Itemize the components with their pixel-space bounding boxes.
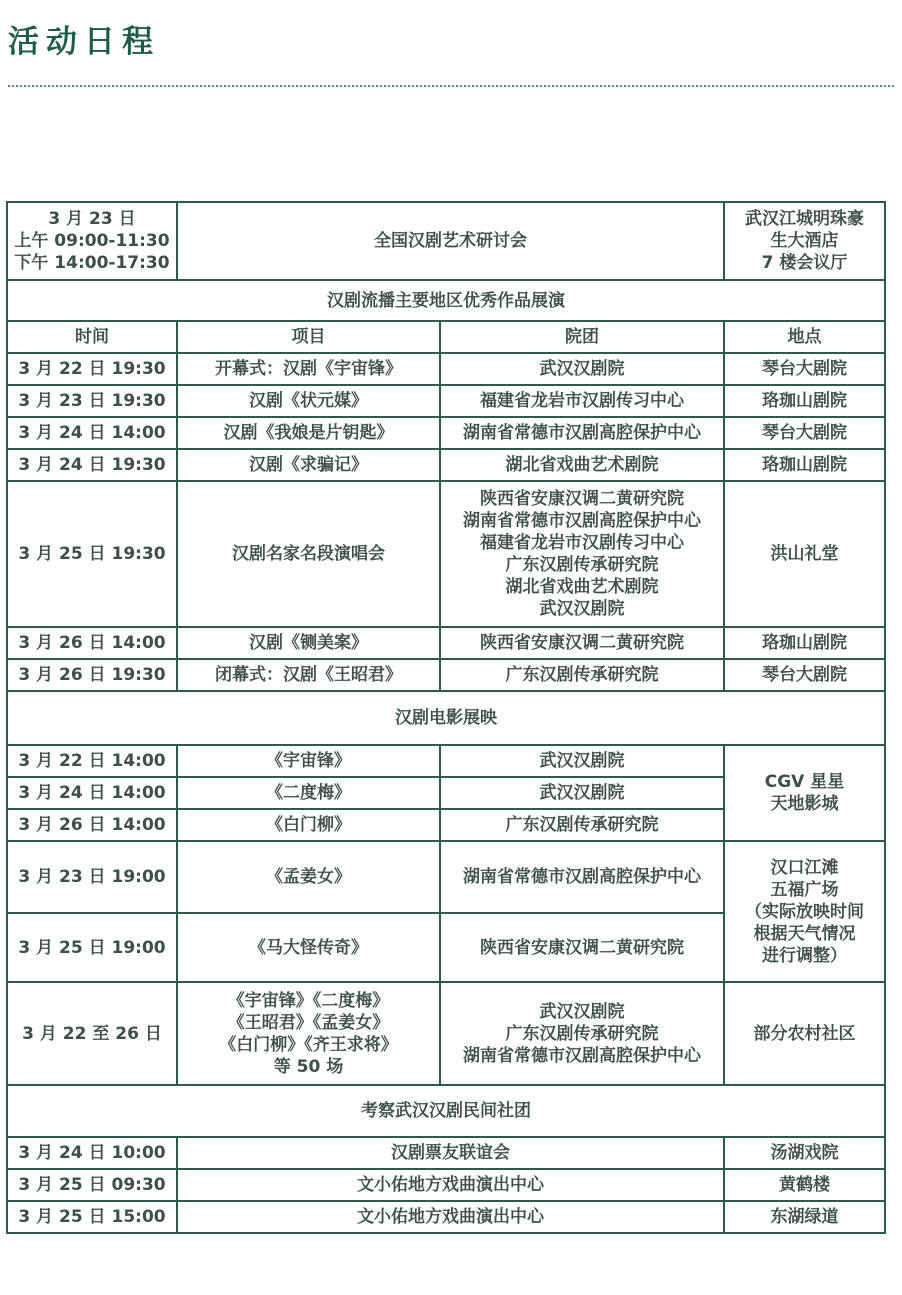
row-troupe: 湖南省常德市汉剧高腔保护中心 xyxy=(440,417,724,449)
row-venue: 东湖绿道 xyxy=(724,1201,885,1233)
row-time: 3 月 24 日 19:30 xyxy=(7,449,177,481)
row-item: 汉剧《求骗记》 xyxy=(177,449,440,481)
row-troupe: 湖南省常德市汉剧高腔保护中心 xyxy=(440,841,724,913)
table-row xyxy=(7,417,885,449)
header-time: 时间 xyxy=(7,321,177,353)
row-venue: 黄鹤楼 xyxy=(724,1169,885,1201)
table-row xyxy=(7,385,885,417)
row-time: 3 月 26 日 14:00 xyxy=(7,809,177,841)
row-item: 文小佑地方戏曲演出中心 xyxy=(177,1201,724,1233)
row-venue: 珞珈山剧院 xyxy=(724,385,885,417)
row-item: 汉剧《我娘是片钥匙》 xyxy=(177,417,440,449)
section-title-performances: 汉剧流播主要地区优秀作品展演 xyxy=(7,280,885,321)
row-troupe: 广东汉剧传承研究院 xyxy=(440,659,724,691)
table-row xyxy=(7,1137,885,1169)
row-venue: 珞珈山剧院 xyxy=(724,627,885,659)
section-title-films: 汉剧电影展映 xyxy=(7,691,885,745)
venue-rural: 部分农村社区 xyxy=(724,982,885,1085)
row-item: 《白门柳》 xyxy=(177,809,440,841)
venue-cgv: CGV 星星 天地影城 xyxy=(724,745,885,841)
row-item: 开幕式：汉剧《宇宙锋》 xyxy=(177,353,440,385)
table-header-row xyxy=(7,321,885,353)
row-time: 3 月 25 日 19:30 xyxy=(7,481,177,627)
row-troupe: 湖北省戏曲艺术剧院 xyxy=(440,449,724,481)
row-troupe: 陕西省安康汉调二黄研究院 xyxy=(440,913,724,982)
row-troupe: 陕西省安康汉调二黄研究院 湖南省常德市汉剧高腔保护中心 福建省龙岩市汉剧传习中心 广东汉剧传承研究院 湖北省戏曲艺术剧院 武汉汉剧院 xyxy=(440,481,724,627)
row-time: 3 月 25 日 09:30 xyxy=(7,1169,177,1201)
row-item: 文小佑地方戏曲演出中心 xyxy=(177,1169,724,1201)
row-time: 3 月 26 日 19:30 xyxy=(7,659,177,691)
table-row xyxy=(7,659,885,691)
row-venue: 琴台大剧院 xyxy=(724,353,885,385)
symposium-row xyxy=(7,202,885,280)
title-divider xyxy=(8,85,894,87)
header-venue: 地点 xyxy=(724,321,885,353)
row-troupe: 陕西省安康汉调二黄研究院 xyxy=(440,627,724,659)
row-venue: 珞珈山剧院 xyxy=(724,449,885,481)
row-time: 3 月 25 日 19:00 xyxy=(7,913,177,982)
row-troupe: 武汉汉剧院 xyxy=(440,745,724,777)
table-row xyxy=(7,982,885,1085)
row-time: 3 月 26 日 14:00 xyxy=(7,627,177,659)
row-troupe: 福建省龙岩市汉剧传习中心 xyxy=(440,385,724,417)
row-item: 《孟姜女》 xyxy=(177,841,440,913)
row-item: 《宇宙锋》《二度梅》 《王昭君》《孟姜女》 《白门柳》《齐王求将》 等 50 场 xyxy=(177,982,440,1085)
row-time: 3 月 24 日 14:00 xyxy=(7,777,177,809)
row-item: 汉剧票友联谊会 xyxy=(177,1137,724,1169)
row-time: 3 月 23 日 19:00 xyxy=(7,841,177,913)
table-row xyxy=(7,449,885,481)
row-time: 3 月 22 日 19:30 xyxy=(7,353,177,385)
symposium-venue: 武汉江城明珠豪 生大酒店 7 楼会议厅 xyxy=(724,202,885,280)
row-troupe: 广东汉剧传承研究院 xyxy=(440,809,724,841)
row-item: 汉剧名家名段演唱会 xyxy=(177,481,440,627)
symposium-title: 全国汉剧艺术研讨会 xyxy=(177,202,724,280)
row-item: 《二度梅》 xyxy=(177,777,440,809)
row-troupe: 武汉汉剧院 xyxy=(440,353,724,385)
table-row xyxy=(7,1201,885,1233)
row-venue: 汤湖戏院 xyxy=(724,1137,885,1169)
row-venue: 洪山礼堂 xyxy=(724,481,885,627)
table-row xyxy=(7,745,885,777)
row-item: 汉剧《状元媒》 xyxy=(177,385,440,417)
row-item: 汉剧《铡美案》 xyxy=(177,627,440,659)
symposium-time: 3 月 23 日 上午 09:00-11:30 下午 14:00-17:30 xyxy=(7,202,177,280)
schedule-table xyxy=(6,201,886,1234)
table-row xyxy=(7,353,885,385)
row-time: 3 月 24 日 10:00 xyxy=(7,1137,177,1169)
page-title: 活动日程 xyxy=(8,24,160,60)
row-time: 3 月 24 日 14:00 xyxy=(7,417,177,449)
row-item: 闭幕式：汉剧《王昭君》 xyxy=(177,659,440,691)
row-troupe: 武汉汉剧院 xyxy=(440,777,724,809)
table-row xyxy=(7,627,885,659)
header-item: 项目 xyxy=(177,321,440,353)
row-time: 3 月 22 至 26 日 xyxy=(7,982,177,1085)
row-item: 《马大怪传奇》 xyxy=(177,913,440,982)
table-row xyxy=(7,841,885,913)
row-venue: 琴台大剧院 xyxy=(724,659,885,691)
row-troupe: 武汉汉剧院 广东汉剧传承研究院 湖南省常德市汉剧高腔保护中心 xyxy=(440,982,724,1085)
venue-hankou: 汉口江滩 五福广场 （实际放映时间 根据天气情况 进行调整） xyxy=(724,841,885,982)
section-title-clubs: 考察武汉汉剧民间社团 xyxy=(7,1085,885,1137)
table-row xyxy=(7,1169,885,1201)
row-time: 3 月 25 日 15:00 xyxy=(7,1201,177,1233)
header-troupe: 院团 xyxy=(440,321,724,353)
table-row xyxy=(7,481,885,627)
row-item: 《宇宙锋》 xyxy=(177,745,440,777)
row-time: 3 月 23 日 19:30 xyxy=(7,385,177,417)
row-venue: 琴台大剧院 xyxy=(724,417,885,449)
row-time: 3 月 22 日 14:00 xyxy=(7,745,177,777)
